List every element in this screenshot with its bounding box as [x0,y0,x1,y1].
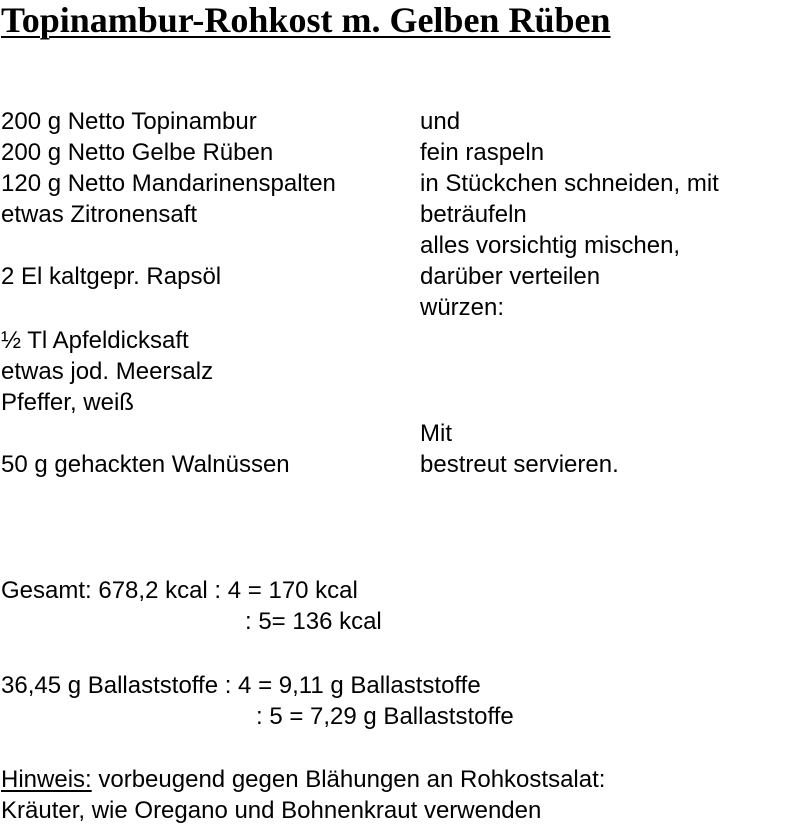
ingredient-rapsoel: 2 El kaltgepr. Rapsöl [1,263,222,290]
fiber-total: 36,45 g Ballaststoffe : 4 = 9,11 g Ballaststoffe [1,672,481,699]
kcal-per-five: : 5= 136 kcal [245,608,382,635]
ingredient-meersalz: etwas jod. Meersalz [1,358,214,385]
hint-text: vorbeugend gegen Blähungen an Rohkostsalat: [91,766,606,793]
step-raspeln: fein raspeln [420,139,545,166]
ingredient-gelbe-rueben: 200 g Netto Gelbe Rüben [1,139,274,166]
step-servieren: bestreut servieren. [420,451,619,478]
ingredient-mandarinenspalten: 120 g Netto Mandarinenspalten [1,170,336,197]
ingredient-apfeldicksaft: ½ Tl Apfeldicksaft [1,327,189,354]
hint-label: Hinweis: [1,766,92,793]
step-wuerzen: würzen: [420,294,505,321]
step-mischen: alles vorsichtig mischen, [420,232,681,259]
ingredient-zitronensaft: etwas Zitronensaft [1,201,198,228]
step-verteilen: darüber verteilen [420,263,601,290]
ingredient-pfeffer: Pfeffer, weiß [1,389,134,416]
step-mit: Mit [420,420,452,447]
fiber-per-five: : 5 = 7,29 g Ballaststoffe [256,703,514,730]
recipe-title: Topinambur-Rohkost m. Gelben Rüben [1,0,611,40]
step-schneiden: in Stückchen schneiden, mit [420,170,719,197]
step-betraeufeln: beträufeln [420,201,527,228]
hint-line [1,764,605,795]
ingredient-topinambur: 200 g Netto Topinambur [1,108,257,135]
hint-herbs-line: Kräuter, wie Oregano und Bohnenkraut verwenden [1,797,542,824]
step-und: und [420,108,461,135]
ingredient-walnuesse: 50 g gehackten Walnüssen [1,451,290,478]
kcal-total: Gesamt: 678,2 kcal : 4 = 170 kcal [1,577,358,604]
